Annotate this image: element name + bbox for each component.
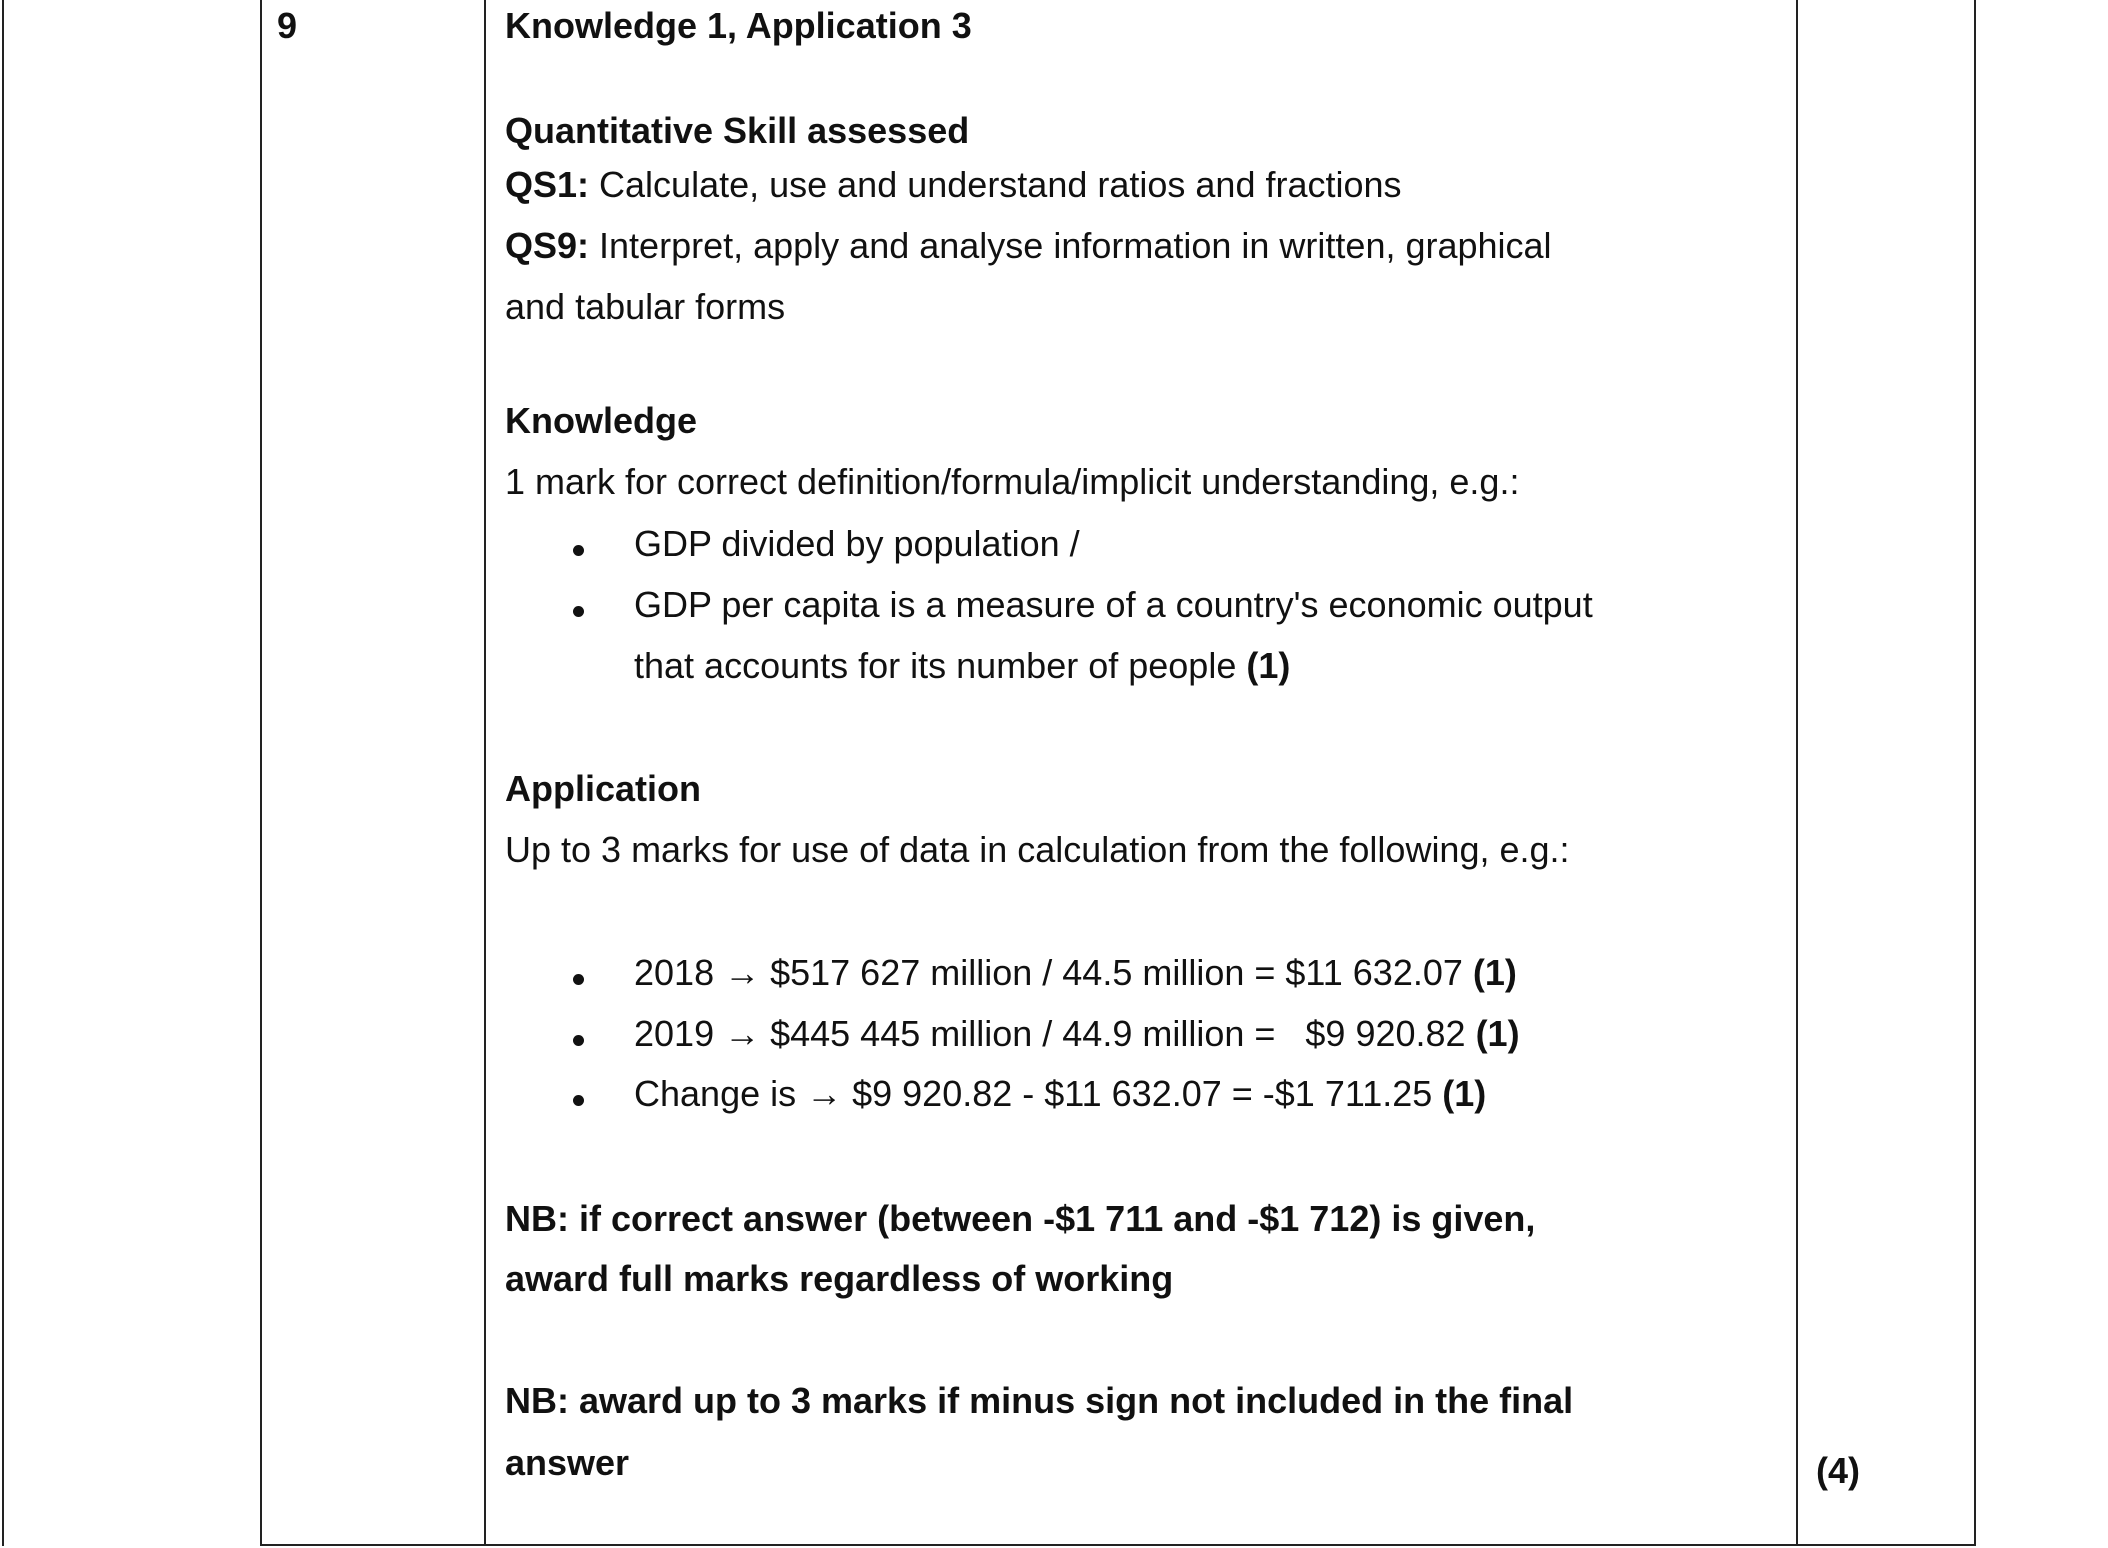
application-bullet-1 bbox=[634, 948, 1517, 998]
bullet-icon bbox=[573, 1095, 584, 1106]
knowledge-heading: Knowledge bbox=[505, 400, 698, 441]
heading: Knowledge 1, Application 3 bbox=[505, 5, 972, 46]
bullet-icon bbox=[573, 974, 584, 985]
bullet-icon bbox=[573, 1035, 584, 1046]
marks-total: (4) bbox=[1816, 1450, 1860, 1491]
knowledge-bullet-1: GDP divided by population / bbox=[634, 523, 1080, 564]
knowledge-intro: 1 mark for correct definition/formula/implicit understanding, e.g.: bbox=[505, 461, 1520, 502]
mark-label: (1) bbox=[1442, 1073, 1487, 1114]
note-1-line-2: award full marks regardless of working bbox=[505, 1258, 1174, 1299]
application-bullet-2 bbox=[634, 1009, 1520, 1059]
table-border-bottom bbox=[260, 1544, 1976, 1546]
application-bullet-3-text: Change is → $9 920.82 - $11 632.07 = -$1 711.25 bbox=[634, 1073, 1443, 1114]
mark-label: (1) bbox=[1475, 1013, 1520, 1054]
knowledge-bullet-2: GDP per capita is a measure of a country's economic output bbox=[634, 584, 1593, 625]
table-border-col1 bbox=[260, 0, 262, 1546]
knowledge-bullet-2-cont-text: that accounts for its number of people bbox=[634, 645, 1247, 686]
table-border-col2 bbox=[484, 0, 486, 1546]
application-bullet-1-text: 2018 → $517 627 million / 44.5 million = $11 632.07 bbox=[634, 952, 1473, 993]
qs1-line bbox=[505, 160, 1402, 210]
mark-label: (1) bbox=[1472, 952, 1517, 993]
knowledge-bullet-2-cont bbox=[634, 641, 1290, 691]
qs9-cont: and tabular forms bbox=[505, 286, 786, 327]
qs9-line bbox=[505, 221, 1552, 271]
application-intro: Up to 3 marks for use of data in calculation from the following, e.g.: bbox=[505, 829, 1570, 870]
application-heading: Application bbox=[505, 768, 701, 809]
question-number: 9 bbox=[277, 5, 298, 46]
table-border-col3 bbox=[1796, 0, 1798, 1546]
qs9-code: QS9: bbox=[505, 225, 590, 266]
note-1-line-1: NB: if correct answer (between -$1 711 and -$1 712) is given, bbox=[505, 1198, 1536, 1239]
note-2-line-1: NB: award up to 3 marks if minus sign not included in the final bbox=[505, 1380, 1574, 1421]
qs9-text: Interpret, apply and analyse information in written, graphical bbox=[589, 225, 1552, 266]
bullet-icon bbox=[573, 545, 584, 556]
qs1-code: QS1: bbox=[505, 164, 590, 205]
table-border-right bbox=[1974, 0, 1976, 1546]
application-bullet-2-text: 2019 → $445 445 million / 44.9 million = $9 920.82 bbox=[634, 1013, 1476, 1054]
qs1-text: Calculate, use and understand ratios and fractions bbox=[589, 164, 1402, 205]
bullet-icon bbox=[573, 606, 584, 617]
mark-label: (1) bbox=[1246, 645, 1291, 686]
table-border-left-outer bbox=[2, 0, 4, 1546]
application-bullet-3 bbox=[634, 1069, 1486, 1119]
qs-heading: Quantitative Skill assessed bbox=[505, 110, 970, 151]
note-2-line-2: answer bbox=[505, 1442, 630, 1483]
